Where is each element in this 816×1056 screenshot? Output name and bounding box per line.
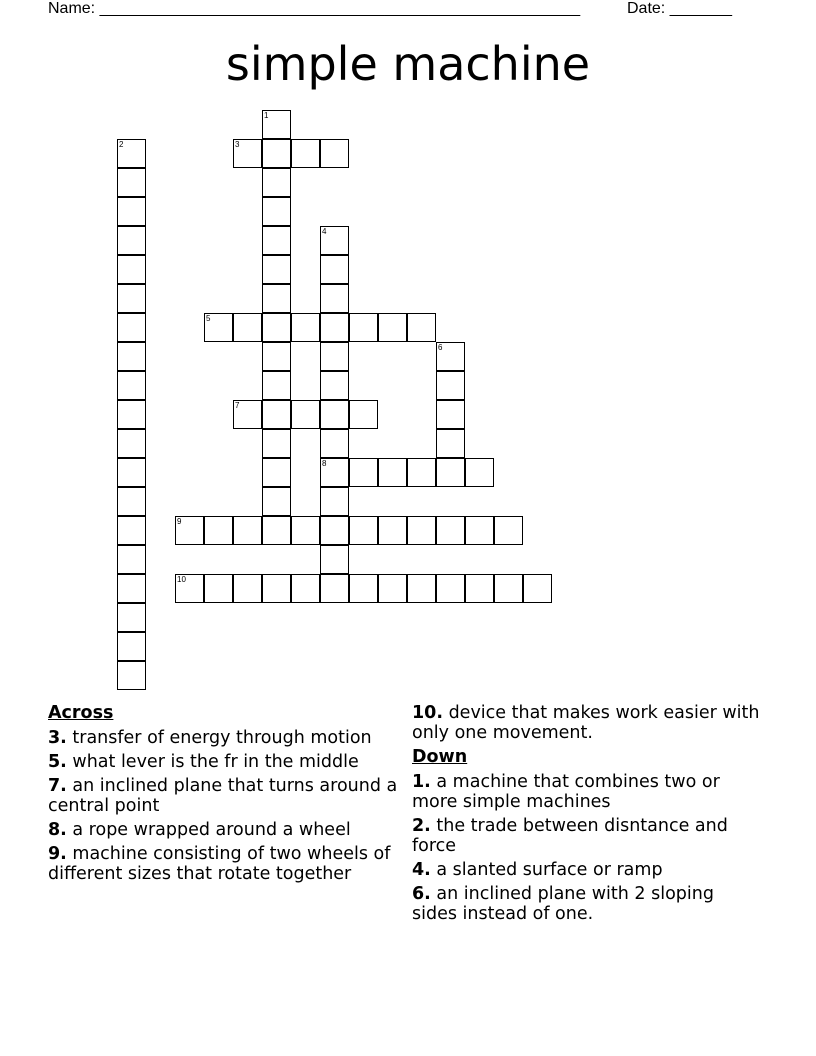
crossword-cell[interactable] [320,226,349,255]
page-title: simple machine [225,37,591,91]
clue-across-9 [48,844,398,884]
name-field[interactable]: Name: ______________________________________________________ [48,0,581,17]
cell-number: 1 [264,111,269,120]
crossword-cell[interactable] [204,574,233,603]
crossword-cell[interactable] [117,429,146,458]
crossword-cell[interactable] [523,574,552,603]
crossword-cell[interactable] [117,313,146,342]
crossword-cell[interactable] [204,313,233,342]
crossword-cell[interactable] [349,516,378,545]
crossword-cell[interactable] [262,516,291,545]
cell-number: 10 [177,575,186,584]
crossword-cell[interactable] [378,574,407,603]
crossword-cell[interactable] [262,110,291,139]
clue-text: device that makes work easier with only one movement. [412,703,760,743]
crossword-cell[interactable] [262,313,291,342]
crossword-cell[interactable] [436,371,465,400]
crossword-cell[interactable] [465,574,494,603]
crossword-cell[interactable] [349,458,378,487]
cell-number: 8 [322,459,327,468]
crossword-cell[interactable] [349,313,378,342]
crossword-cell[interactable] [117,371,146,400]
crossword-cell[interactable] [117,168,146,197]
clues-right-column [412,703,762,928]
crossword-cell[interactable] [320,487,349,516]
crossword-cell[interactable] [233,139,262,168]
crossword-cell[interactable] [262,400,291,429]
crossword-cell[interactable] [117,284,146,313]
crossword-cell[interactable] [436,516,465,545]
crossword-cell[interactable] [262,574,291,603]
clue-number: 4. [412,860,431,880]
crossword-cell[interactable] [291,139,320,168]
clue-number: 3. [48,728,67,748]
crossword-cell[interactable] [117,661,146,690]
crossword-cell[interactable] [378,313,407,342]
crossword-cell[interactable] [349,574,378,603]
crossword-cell[interactable] [117,342,146,371]
clue-down-1 [412,772,762,812]
crossword-cell[interactable] [117,458,146,487]
crossword-cell[interactable] [291,574,320,603]
clue-text: an inclined plane with 2 sloping sides instead of one. [412,884,714,924]
crossword-cell[interactable] [407,574,436,603]
crossword-cell[interactable] [117,516,146,545]
crossword-cell[interactable] [349,400,378,429]
crossword-cell[interactable] [436,458,465,487]
crossword-cell[interactable] [378,458,407,487]
clue-text: the trade between disntance and force [412,816,728,856]
clue-text: machine consisting of two wheels of different sizes that rotate together [48,844,391,884]
crossword-cell[interactable] [291,516,320,545]
crossword-cell[interactable] [291,313,320,342]
crossword-cell[interactable] [117,255,146,284]
crossword-cell[interactable] [320,342,349,371]
crossword-cell[interactable] [262,429,291,458]
cell-number: 5 [206,314,211,323]
crossword-cell[interactable] [117,574,146,603]
crossword-cell[interactable] [378,516,407,545]
clue-number: 1. [412,772,431,792]
crossword-cell[interactable] [262,255,291,284]
clue-across-8 [48,820,398,840]
clue-down-4 [412,860,762,880]
crossword-cell[interactable] [117,139,146,168]
cell-number: 9 [177,517,182,526]
clue-text: a machine that combines two or more simple machines [412,772,720,812]
clue-across-3 [48,728,398,748]
clue-number: 8. [48,820,67,840]
crossword-cell[interactable] [291,400,320,429]
crossword-cell[interactable] [320,284,349,313]
date-field[interactable]: Date: _______ [627,0,732,17]
clue-down-2 [412,816,762,856]
crossword-cell[interactable] [233,516,262,545]
crossword-cell[interactable] [117,487,146,516]
crossword-cell[interactable] [320,371,349,400]
crossword-cell[interactable] [262,226,291,255]
crossword-cell[interactable] [262,342,291,371]
clue-down-6 [412,884,762,924]
clue-text: transfer of energy through motion [66,728,372,748]
crossword-cell[interactable] [262,168,291,197]
crossword-cell[interactable] [117,400,146,429]
crossword-cell[interactable] [320,400,349,429]
down-heading: Down [412,747,468,767]
cell-number: 6 [438,343,443,352]
crossword-cell[interactable] [320,516,349,545]
crossword-cell[interactable] [117,632,146,661]
crossword-cell[interactable] [233,313,262,342]
crossword-cell[interactable] [494,516,523,545]
crossword-cell[interactable] [320,255,349,284]
crossword-cell[interactable] [117,545,146,574]
crossword-cell[interactable] [175,574,204,603]
crossword-cell[interactable] [262,197,291,226]
crossword-cell[interactable] [465,458,494,487]
clue-across-5 [48,752,398,772]
crossword-cell[interactable] [320,458,349,487]
cell-number: 7 [235,401,240,410]
crossword-cell[interactable] [262,487,291,516]
crossword-cell[interactable] [407,313,436,342]
clue-across-10 [412,703,762,743]
crossword-cell[interactable] [175,516,204,545]
crossword-cell[interactable] [233,400,262,429]
crossword-cell[interactable] [204,516,233,545]
clue-number: 10. [412,703,444,723]
cell-number: 4 [322,227,327,236]
crossword-cell[interactable] [262,458,291,487]
clue-number: 6. [412,884,431,904]
clue-across-7 [48,776,398,816]
crossword-cell[interactable] [320,139,349,168]
crossword-cell[interactable] [407,516,436,545]
cell-number: 3 [235,140,240,149]
crossword-cell[interactable] [494,574,523,603]
crossword-cell[interactable] [320,313,349,342]
crossword-cell[interactable] [262,371,291,400]
clues-left-column [48,703,398,888]
clue-text: a slanted surface or ramp [430,860,663,880]
crossword-cell[interactable] [320,545,349,574]
crossword-cell[interactable] [117,197,146,226]
crossword-cell[interactable] [320,429,349,458]
clue-text: what lever is the fr in the middle [66,752,359,772]
crossword-cell[interactable] [262,284,291,313]
across-heading: Across [48,703,114,723]
crossword-cell[interactable] [320,574,349,603]
clue-text: an inclined plane that turns around a central point [48,776,398,816]
crossword-cell[interactable] [436,400,465,429]
crossword-cell[interactable] [436,429,465,458]
crossword-cell[interactable] [436,574,465,603]
clue-number: 2. [412,816,431,836]
crossword-cell[interactable] [407,458,436,487]
crossword-cell[interactable] [117,603,146,632]
clue-number: 9. [48,844,67,864]
crossword-cell[interactable] [117,226,146,255]
cell-number: 2 [119,140,124,149]
crossword-cell[interactable] [436,342,465,371]
clue-number: 7. [48,776,67,796]
clue-number: 5. [48,752,67,772]
clue-text: a rope wrapped around a wheel [66,820,351,840]
crossword-cell[interactable] [233,574,262,603]
crossword-cell[interactable] [465,516,494,545]
crossword-cell[interactable] [262,139,291,168]
